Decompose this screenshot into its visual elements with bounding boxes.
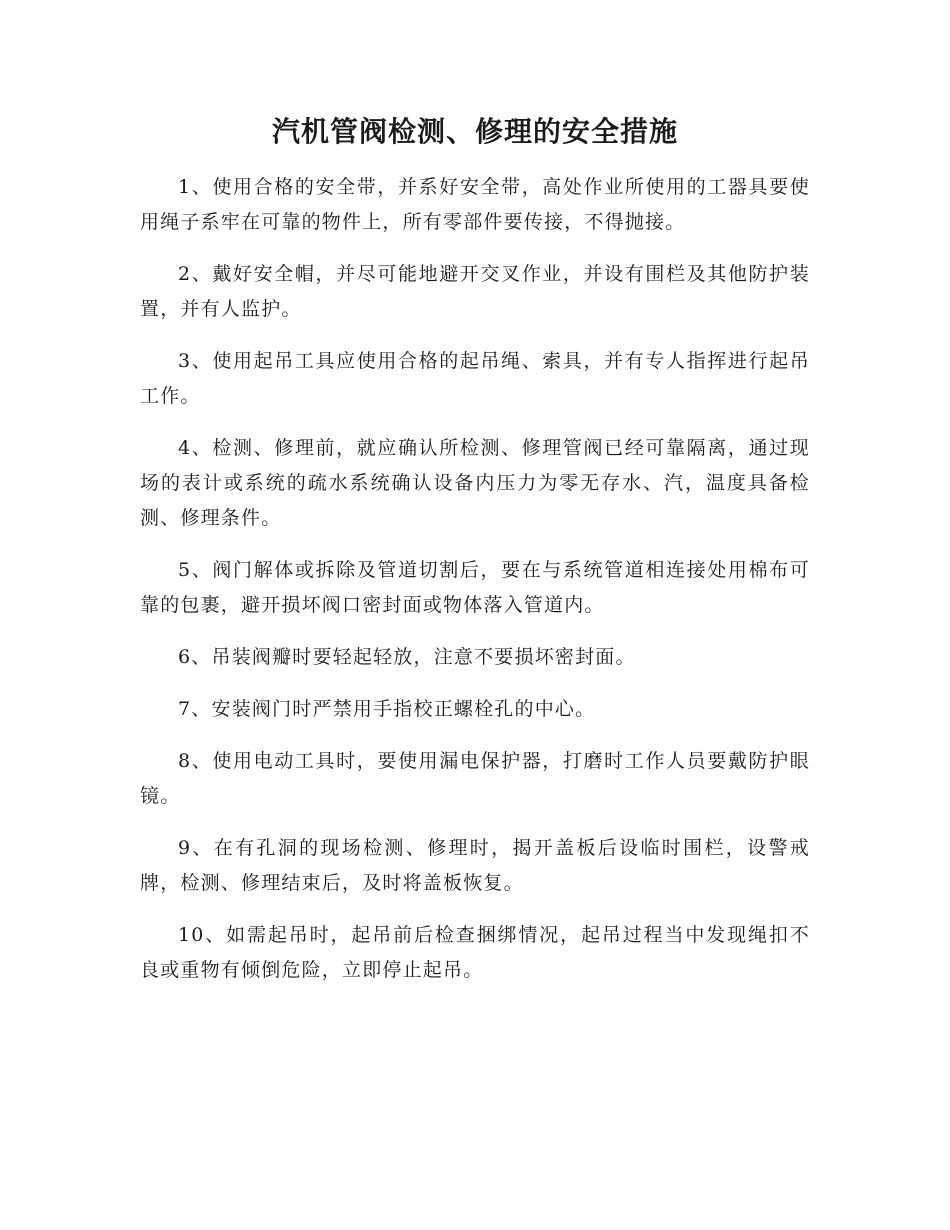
safety-item-5: 5、阀门解体或拆除及管道切割后，要在与系统管道相连接处用棉布可靠的包裹，避开损坏阀口密封面或物体落入管道内。 <box>140 559 810 616</box>
safety-item-7: 7、安装阀门时严禁用手指校正螺栓孔的中心。 <box>178 698 596 720</box>
safety-item-3: 3、使用起吊工具应使用合格的起吊绳、索具，并有专人指挥进行起吊工作。 <box>140 350 810 407</box>
safety-item-10: 10、如需起吊时，起吊前后检查捆绑情况，起吊过程当中发现绳扣不良或重物有倾倒危险，立即停止起吊。 <box>140 924 810 981</box>
safety-item-2: 2、戴好安全帽，并尽可能地避开交叉作业，并设有围栏及其他防护装置，并有人监护。 <box>140 263 810 320</box>
safety-item-8: 8、使用电动工具时，要使用漏电保护器，打磨时工作人员要戴防护眼镜。 <box>140 750 810 807</box>
safety-item-1: 1、使用合格的安全带，并系好安全带，高处作业所使用的工器具要使用绳子系牢在可靠的物件上，所有零部件要传接，不得抛接。 <box>140 176 810 233</box>
safety-item-9: 9、在有孔洞的现场检测、修理时，揭开盖板后设临时围栏，设警戒牌，检测、修理结束后，及时将盖板恢复。 <box>140 837 810 894</box>
safety-item-4: 4、检测、修理前，就应确认所检测、修理管阀已经可靠隔离，通过现场的表计或系统的疏水系统确认设备内压力为零无存水、汽，温度具备检测、修理条件。 <box>140 437 810 529</box>
safety-item-6: 6、吊装阀瓣时要轻起轻放，注意不要损坏密封面。 <box>178 646 636 668</box>
document-title: 汽机管阀检测、修理的安全措施 <box>271 115 678 148</box>
